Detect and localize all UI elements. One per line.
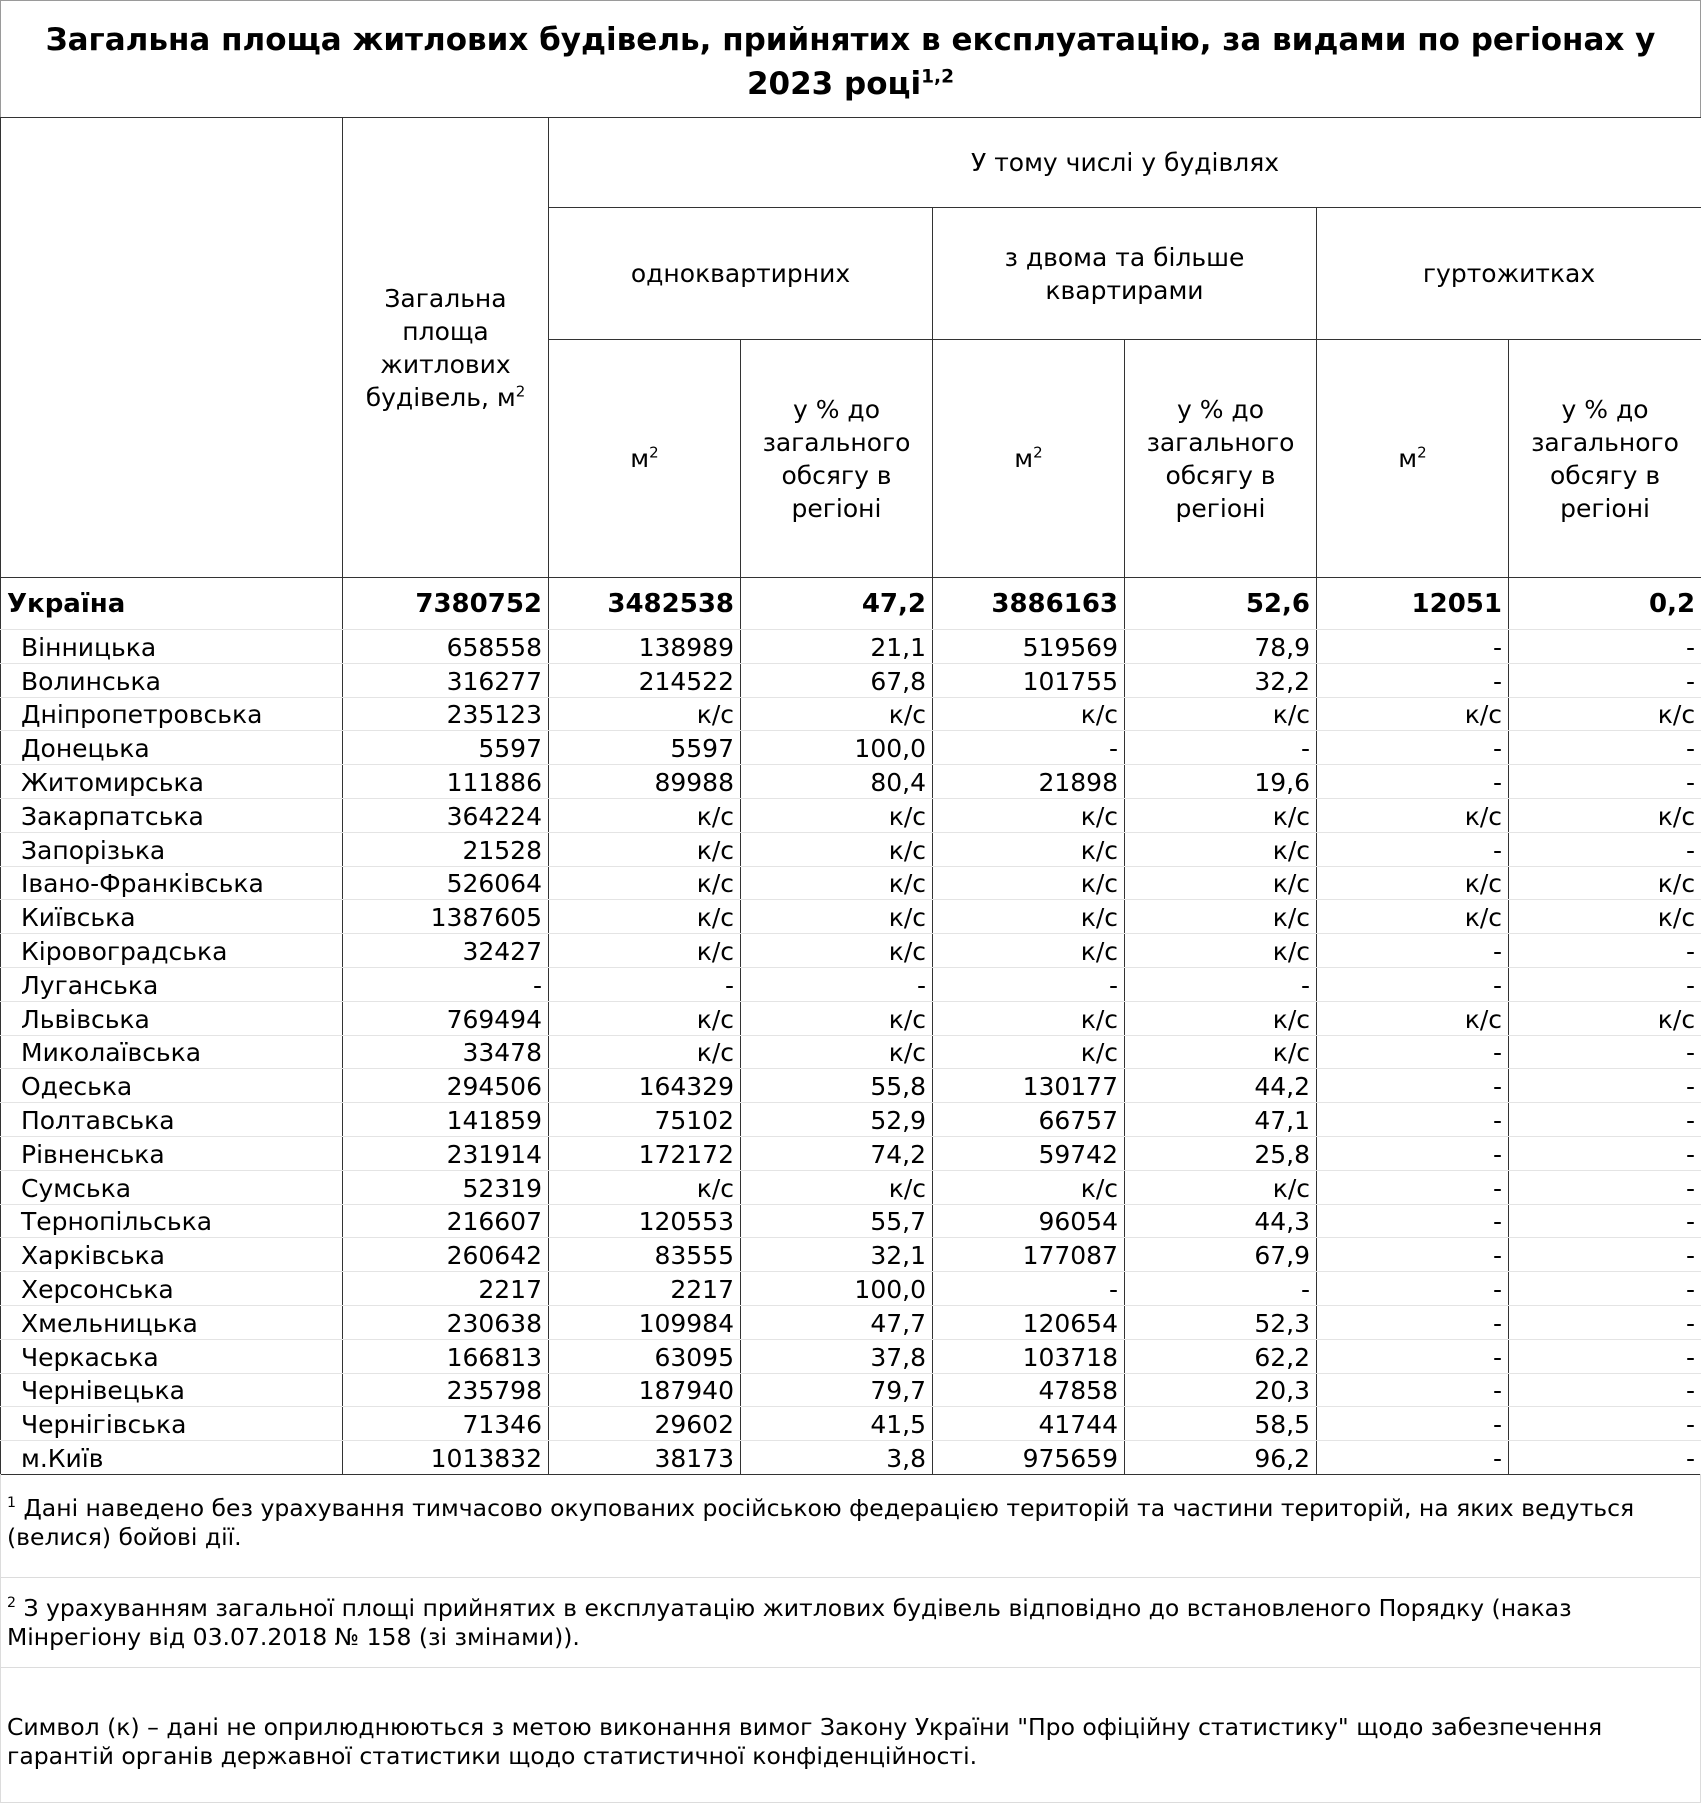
region-row	[1, 1238, 1701, 1272]
table-header	[1, 118, 1701, 578]
region-name-cell: Львівська	[1, 1001, 343, 1035]
value-cell: к/с	[933, 798, 1125, 832]
value-cell: 177087	[933, 1238, 1125, 1272]
footnotes	[0, 1474, 1701, 1803]
value-cell: 101755	[933, 663, 1125, 697]
value-cell: к/с	[1125, 866, 1317, 900]
value-cell: -	[1317, 967, 1509, 1001]
dorm-m2-header	[1317, 340, 1509, 578]
region-row	[1, 731, 1701, 765]
value-cell: 235123	[343, 697, 549, 731]
value-cell: 294506	[343, 1069, 549, 1103]
value-cell: 120654	[933, 1305, 1125, 1339]
value-cell: 216607	[343, 1204, 549, 1238]
region-row	[1, 832, 1701, 866]
region-row	[1, 900, 1701, 934]
value-cell: -	[741, 967, 933, 1001]
region-name-cell: Дніпропетровська	[1, 697, 343, 731]
total-area-header-text: Загальна площа житлових будівель, м	[365, 283, 516, 412]
region-name-cell: Сумська	[1, 1170, 343, 1204]
value-cell: 52,3	[1125, 1305, 1317, 1339]
value-cell: -	[933, 731, 1125, 765]
value-cell: -	[1317, 630, 1509, 664]
footnote-1-text: Дані наведено без урахування тимчасово окупованих російською федерацією територій та частини територій, на яких ведуться (велися) бойові дії.	[7, 1494, 1635, 1551]
value-cell: к/с	[741, 798, 933, 832]
value-cell: -	[1125, 967, 1317, 1001]
multi-pct-header: у % до загального обсягу в регіоні	[1125, 340, 1317, 578]
region-name-cell: Харківська	[1, 1238, 343, 1272]
value-cell: 63095	[549, 1339, 741, 1373]
region-header-cell	[1, 118, 343, 578]
value-cell: к/с	[933, 1001, 1125, 1035]
value-cell: к/с	[741, 934, 933, 968]
region-name-cell: Рівненська	[1, 1136, 343, 1170]
region-name-cell: Київська	[1, 900, 343, 934]
value-cell: к/с	[1317, 866, 1509, 900]
value-cell: 12051	[1317, 578, 1509, 630]
value-cell: к/с	[1509, 900, 1701, 934]
value-cell: -	[1317, 1069, 1509, 1103]
value-cell: 519569	[933, 630, 1125, 664]
value-cell: к/с	[1125, 697, 1317, 731]
value-cell: к/с	[1509, 866, 1701, 900]
value-cell: к/с	[1125, 832, 1317, 866]
value-cell: 260642	[343, 1238, 549, 1272]
value-cell: к/с	[933, 900, 1125, 934]
title-text: Загальна площа житлових будівель, прийнятих в експлуатацію, за видами по регіонах у 2023 році	[45, 22, 1656, 102]
region-name-cell: Херсонська	[1, 1272, 343, 1306]
value-cell: -	[1317, 1035, 1509, 1069]
region-row	[1, 1441, 1701, 1475]
value-cell: 2217	[549, 1272, 741, 1306]
value-cell: -	[933, 1272, 1125, 1306]
value-cell: к/с	[549, 900, 741, 934]
value-cell: -	[1509, 1035, 1701, 1069]
value-cell: -	[1317, 1305, 1509, 1339]
region-row	[1, 663, 1701, 697]
value-cell: к/с	[1125, 798, 1317, 832]
region-row	[1, 1204, 1701, 1238]
value-cell: к/с	[549, 1035, 741, 1069]
region-row	[1, 1136, 1701, 1170]
value-cell: -	[1317, 1204, 1509, 1238]
unit-text: м	[1014, 444, 1034, 473]
value-cell: 59742	[933, 1136, 1125, 1170]
region-row	[1, 1339, 1701, 1373]
value-cell: 235798	[343, 1373, 549, 1407]
value-cell: 316277	[343, 663, 549, 697]
total-row	[1, 578, 1701, 630]
table-title	[0, 0, 1701, 117]
value-cell: -	[1509, 1204, 1701, 1238]
region-name-cell: м.Київ	[1, 1441, 343, 1475]
region-row	[1, 1001, 1701, 1035]
region-row	[1, 765, 1701, 799]
value-cell: к/с	[933, 1170, 1125, 1204]
single-m2-header	[549, 340, 741, 578]
region-name-cell: Чернігівська	[1, 1407, 343, 1441]
region-name-cell: Донецька	[1, 731, 343, 765]
value-cell: к/с	[741, 1035, 933, 1069]
value-cell: 41744	[933, 1407, 1125, 1441]
value-cell: 526064	[343, 866, 549, 900]
unit-sup: 2	[1417, 443, 1427, 462]
value-cell: 658558	[343, 630, 549, 664]
value-cell: 55,7	[741, 1204, 933, 1238]
total-area-unit-sup: 2	[515, 382, 526, 401]
value-cell: 79,7	[741, 1373, 933, 1407]
value-cell: -	[1509, 1238, 1701, 1272]
region-row	[1, 1035, 1701, 1069]
value-cell: 44,2	[1125, 1069, 1317, 1103]
value-cell: 37,8	[741, 1339, 933, 1373]
region-row	[1, 630, 1701, 664]
value-cell: к/с	[741, 1001, 933, 1035]
group-header: У тому числі у будівлях	[549, 118, 1701, 208]
value-cell: 83555	[549, 1238, 741, 1272]
unit-text: м	[1398, 444, 1418, 473]
region-name-cell: Чернівецька	[1, 1373, 343, 1407]
value-cell: -	[1317, 832, 1509, 866]
region-name-cell: Луганська	[1, 967, 343, 1001]
value-cell: 1387605	[343, 900, 549, 934]
single-apartment-header: одноквартирних	[549, 208, 933, 340]
value-cell: -	[1317, 1441, 1509, 1475]
value-cell: к/с	[549, 1001, 741, 1035]
value-cell: 166813	[343, 1339, 549, 1373]
region-name-cell: Полтавська	[1, 1103, 343, 1137]
region-name-cell: Закарпатська	[1, 798, 343, 832]
value-cell: -	[1125, 1272, 1317, 1306]
region-name-cell: Кіровоградська	[1, 934, 343, 968]
region-row	[1, 798, 1701, 832]
value-cell: 111886	[343, 765, 549, 799]
value-cell: к/с	[549, 832, 741, 866]
value-cell: -	[1509, 1272, 1701, 1306]
region-row	[1, 1407, 1701, 1441]
confidentiality-note: Символ (к) – дані не оприлюднюються з метою виконання вимог Закону України "Про офіційну статистику" щодо забезпечення гарантій органів державної статистики щодо статистичної конфіденційності.	[0, 1668, 1701, 1803]
footnote-2	[0, 1578, 1701, 1668]
unit-sup: 2	[1033, 443, 1043, 462]
value-cell: 130177	[933, 1069, 1125, 1103]
multi-apartment-header: з двома та більше квартирами	[933, 208, 1317, 340]
value-cell: -	[1317, 1339, 1509, 1373]
value-cell: к/с	[1317, 798, 1509, 832]
value-cell: 47,7	[741, 1305, 933, 1339]
footnote-2-marker: 2	[7, 1595, 16, 1612]
value-cell: 230638	[343, 1305, 549, 1339]
value-cell: 0,2	[1509, 578, 1701, 630]
value-cell: -	[1509, 1373, 1701, 1407]
region-row	[1, 1272, 1701, 1306]
value-cell: 47,2	[741, 578, 933, 630]
region-name-cell: Івано-Франківська	[1, 866, 343, 900]
value-cell: 103718	[933, 1339, 1125, 1373]
value-cell: к/с	[933, 832, 1125, 866]
housing-area-table	[0, 117, 1701, 1475]
value-cell: -	[1317, 1373, 1509, 1407]
value-cell: 62,2	[1125, 1339, 1317, 1373]
value-cell: -	[1509, 1339, 1701, 1373]
region-row	[1, 697, 1701, 731]
value-cell: 2217	[343, 1272, 549, 1306]
value-cell: к/с	[1125, 1170, 1317, 1204]
region-name-cell: Черкаська	[1, 1339, 343, 1373]
value-cell: к/с	[549, 866, 741, 900]
region-name-cell: Одеська	[1, 1069, 343, 1103]
value-cell: 25,8	[1125, 1136, 1317, 1170]
value-cell: 3482538	[549, 578, 741, 630]
value-cell: -	[1317, 1238, 1509, 1272]
value-cell: 44,3	[1125, 1204, 1317, 1238]
value-cell: 80,4	[741, 765, 933, 799]
value-cell: к/с	[549, 934, 741, 968]
value-cell: к/с	[1317, 900, 1509, 934]
footnote-2-text: З урахуванням загальної площі прийнятих в експлуатацію житлових будівель відповідно до встановленого Порядку (наказ Мінрегіону від 03.07.2018 № 158 (зі змінами)).	[7, 1594, 1572, 1651]
value-cell: к/с	[741, 900, 933, 934]
unit-sup: 2	[649, 443, 659, 462]
value-cell: 214522	[549, 663, 741, 697]
value-cell: 172172	[549, 1136, 741, 1170]
region-row	[1, 866, 1701, 900]
value-cell: 100,0	[741, 731, 933, 765]
value-cell: к/с	[933, 866, 1125, 900]
region-row	[1, 1373, 1701, 1407]
value-cell: к/с	[1125, 1001, 1317, 1035]
value-cell: к/с	[741, 832, 933, 866]
value-cell: к/с	[1509, 1001, 1701, 1035]
region-row	[1, 1170, 1701, 1204]
value-cell: 52,6	[1125, 578, 1317, 630]
value-cell: 21,1	[741, 630, 933, 664]
region-row	[1, 934, 1701, 968]
value-cell: 769494	[343, 1001, 549, 1035]
value-cell: 66757	[933, 1103, 1125, 1137]
value-cell: 21898	[933, 765, 1125, 799]
value-cell: 364224	[343, 798, 549, 832]
value-cell: 32,2	[1125, 663, 1317, 697]
region-name-cell: Миколаївська	[1, 1035, 343, 1069]
value-cell: 58,5	[1125, 1407, 1317, 1441]
value-cell: 3886163	[933, 578, 1125, 630]
value-cell: к/с	[1125, 934, 1317, 968]
value-cell: -	[549, 967, 741, 1001]
value-cell: -	[1509, 1170, 1701, 1204]
value-cell: 38173	[549, 1441, 741, 1475]
value-cell: -	[1509, 1441, 1701, 1475]
value-cell: 20,3	[1125, 1373, 1317, 1407]
unit-text: м	[630, 444, 650, 473]
value-cell: -	[1509, 630, 1701, 664]
value-cell: -	[1509, 1407, 1701, 1441]
value-cell: 5597	[343, 731, 549, 765]
value-cell: 55,8	[741, 1069, 933, 1103]
value-cell: -	[1317, 934, 1509, 968]
value-cell: к/с	[1125, 1035, 1317, 1069]
value-cell: 47858	[933, 1373, 1125, 1407]
region-name-cell: Україна	[1, 578, 343, 630]
value-cell: к/с	[933, 697, 1125, 731]
value-cell: -	[1317, 1272, 1509, 1306]
value-cell: -	[1509, 934, 1701, 968]
value-cell: 187940	[549, 1373, 741, 1407]
value-cell: 3,8	[741, 1441, 933, 1475]
total-area-header	[343, 118, 549, 578]
value-cell: 96,2	[1125, 1441, 1317, 1475]
value-cell: 89988	[549, 765, 741, 799]
value-cell: -	[1125, 731, 1317, 765]
value-cell: к/с	[549, 798, 741, 832]
value-cell: к/с	[1509, 697, 1701, 731]
value-cell: 52,9	[741, 1103, 933, 1137]
value-cell: 96054	[933, 1204, 1125, 1238]
value-cell: -	[1509, 731, 1701, 765]
value-cell: 164329	[549, 1069, 741, 1103]
footnote-1	[0, 1474, 1701, 1578]
value-cell: 5597	[549, 731, 741, 765]
region-name-cell: Хмельницька	[1, 1305, 343, 1339]
value-cell: к/с	[1317, 697, 1509, 731]
value-cell: к/с	[1509, 798, 1701, 832]
value-cell: -	[1509, 967, 1701, 1001]
value-cell: 32,1	[741, 1238, 933, 1272]
value-cell: -	[1509, 1069, 1701, 1103]
value-cell: -	[933, 967, 1125, 1001]
value-cell: 7380752	[343, 578, 549, 630]
value-cell: 32427	[343, 934, 549, 968]
region-row	[1, 967, 1701, 1001]
value-cell: -	[1317, 1170, 1509, 1204]
value-cell: 138989	[549, 630, 741, 664]
dormitory-header: гуртожитках	[1317, 208, 1701, 340]
value-cell: 33478	[343, 1035, 549, 1069]
value-cell: 19,6	[1125, 765, 1317, 799]
region-name-cell: Тернопільська	[1, 1204, 343, 1238]
value-cell: -	[1509, 1136, 1701, 1170]
value-cell: -	[1509, 663, 1701, 697]
value-cell: 47,1	[1125, 1103, 1317, 1137]
value-cell: 71346	[343, 1407, 549, 1441]
region-row	[1, 1103, 1701, 1137]
value-cell: 52319	[343, 1170, 549, 1204]
value-cell: 29602	[549, 1407, 741, 1441]
value-cell: 109984	[549, 1305, 741, 1339]
value-cell: -	[1317, 1407, 1509, 1441]
table-body	[1, 578, 1701, 1475]
value-cell: к/с	[741, 866, 933, 900]
value-cell: -	[1509, 1103, 1701, 1137]
value-cell: -	[1509, 832, 1701, 866]
region-name-cell: Волинська	[1, 663, 343, 697]
value-cell: 975659	[933, 1441, 1125, 1475]
region-name-cell: Вінницька	[1, 630, 343, 664]
value-cell: 120553	[549, 1204, 741, 1238]
value-cell: 21528	[343, 832, 549, 866]
value-cell: к/с	[741, 697, 933, 731]
region-row	[1, 1305, 1701, 1339]
value-cell: к/с	[549, 1170, 741, 1204]
value-cell: 231914	[343, 1136, 549, 1170]
single-pct-header: у % до загального обсягу в регіоні	[741, 340, 933, 578]
region-name-cell: Житомирська	[1, 765, 343, 799]
title-footnote-marker: 1,2	[921, 66, 955, 88]
value-cell: -	[1317, 1136, 1509, 1170]
value-cell: 41,5	[741, 1407, 933, 1441]
value-cell: 67,8	[741, 663, 933, 697]
value-cell: -	[343, 967, 549, 1001]
value-cell: -	[1317, 765, 1509, 799]
value-cell: 78,9	[1125, 630, 1317, 664]
value-cell: 141859	[343, 1103, 549, 1137]
value-cell: -	[1317, 663, 1509, 697]
region-row	[1, 1069, 1701, 1103]
value-cell: -	[1509, 765, 1701, 799]
value-cell: к/с	[1317, 1001, 1509, 1035]
value-cell: к/с	[549, 697, 741, 731]
value-cell: к/с	[933, 934, 1125, 968]
value-cell: 75102	[549, 1103, 741, 1137]
value-cell: -	[1317, 1103, 1509, 1137]
footnote-1-marker: 1	[7, 1495, 16, 1512]
value-cell: 74,2	[741, 1136, 933, 1170]
value-cell: 67,9	[1125, 1238, 1317, 1272]
dorm-pct-header: у % до загального обсягу в регіоні	[1509, 340, 1701, 578]
value-cell: -	[1317, 731, 1509, 765]
value-cell: к/с	[1125, 900, 1317, 934]
value-cell: 1013832	[343, 1441, 549, 1475]
value-cell: к/с	[741, 1170, 933, 1204]
value-cell: к/с	[933, 1035, 1125, 1069]
value-cell: -	[1509, 1305, 1701, 1339]
multi-m2-header	[933, 340, 1125, 578]
value-cell: 100,0	[741, 1272, 933, 1306]
region-name-cell: Запорізька	[1, 832, 343, 866]
